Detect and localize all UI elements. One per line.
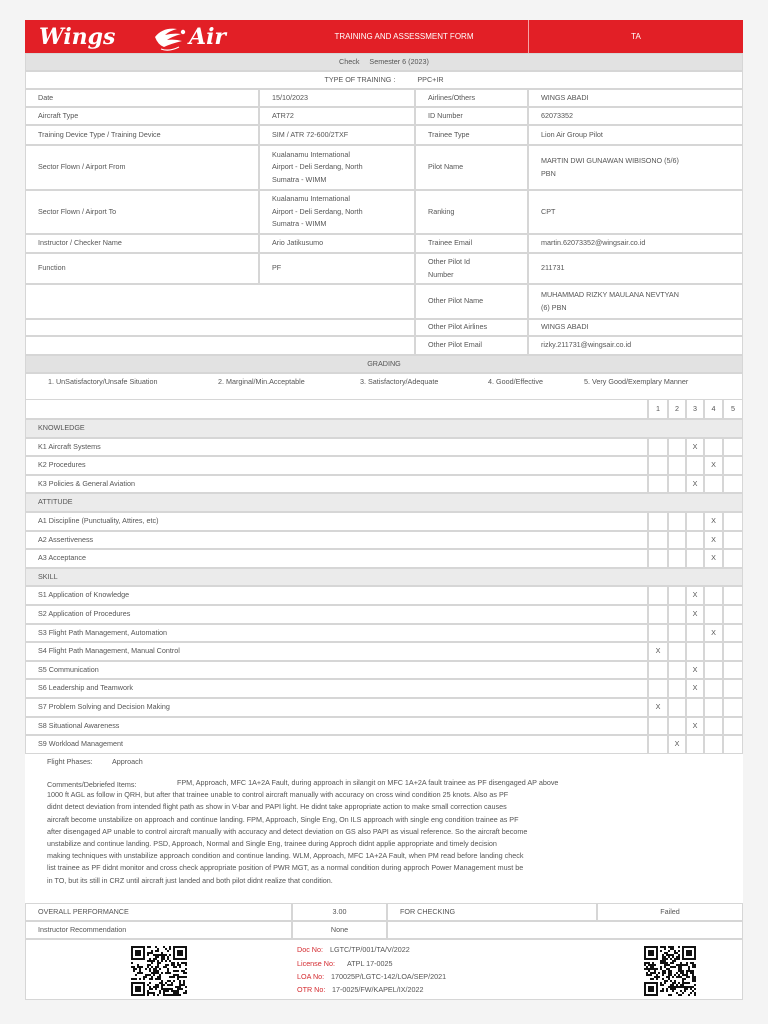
grade-cell (723, 661, 743, 680)
grade-mark: X (692, 478, 698, 488)
grade-cell (686, 531, 704, 550)
grade-cell (648, 698, 668, 717)
grade-cell (723, 586, 743, 605)
trainee-email-value: martin.62073352@wingsair.co.id (528, 234, 743, 253)
blank-cell (25, 336, 415, 355)
grade-cell (723, 456, 743, 475)
form-title: TRAINING AND ASSESSMENT FORM (334, 32, 474, 41)
grade-mark: X (711, 516, 716, 526)
function-label: Function (25, 253, 259, 284)
grade-cell (668, 475, 686, 494)
comments-body (47, 777, 558, 887)
grade-cell (668, 438, 686, 457)
grade-cell (704, 586, 723, 605)
criterion-label: S7 Problem Solving and Decision Making (25, 698, 648, 717)
other-name-value (528, 284, 743, 319)
grade-cell (686, 735, 704, 754)
comment-line: in TO, but its still in CRZ until aircraft just landed and both pilot didnt realize that condition. (47, 875, 333, 885)
section-header: KNOWLEDGE (25, 419, 743, 438)
instructor-label: Instructor / Checker Name (25, 234, 259, 253)
grade-cell (668, 586, 686, 605)
legend-item: 3. Satisfactory/Adequate (360, 377, 439, 386)
grade-cell (668, 624, 686, 643)
criterion-label: K3 Policies & General Aviation (25, 475, 648, 494)
grade-cell (723, 605, 743, 624)
grade-cell (668, 735, 686, 754)
criterion-label: S1 Application of Knowledge (25, 586, 648, 605)
grade-cell (723, 438, 743, 457)
overall-result: Failed (597, 903, 743, 921)
other-id-label-line: Other Pilot Id (428, 257, 470, 266)
grade-cell (704, 698, 723, 717)
grade-mark: X (692, 441, 698, 451)
legend-item: 1. UnSatisfactory/Unsafe Situation (48, 377, 158, 386)
function-value: PF (259, 253, 415, 284)
criterion-label: S5 Communication (25, 661, 648, 680)
criterion-label: A2 Assertiveness (25, 531, 648, 550)
from-value (259, 145, 415, 190)
grade-cell (668, 549, 686, 568)
airline-value: WINGS ABADI (528, 89, 743, 107)
aircraft-value: ATR72 (259, 107, 415, 125)
device-value: SIM / ATR 72-600/2TXF (259, 125, 415, 145)
comment-line: aircraft become unstabilize on approach and continue landing. FPM, Approach, Single Eng, On ILS approach with single eng condition trainee as PF (47, 814, 519, 824)
other-email-label: Other Pilot Email (415, 336, 528, 355)
to-label: Sector Flown / Airport To (25, 190, 259, 234)
grade-cell (723, 717, 743, 736)
grade-mark: X (711, 627, 716, 637)
grade-cell (704, 642, 723, 661)
other-email-value: rizky.211731@wingsair.co.id (528, 336, 743, 355)
grade-cell (668, 456, 686, 475)
grade-mark: X (692, 590, 698, 600)
grade-cell (723, 735, 743, 754)
grade-cell (704, 624, 723, 643)
comment-line: after disengaged AP unable to control aircraft manually with accuracy and detect deviation on GS also PAPI as visual reference. So the aircraft become (47, 826, 528, 836)
comment-line: unstabilize and continue landing. PSD, Approach, Normal and Single Eng, trainee during Approch didnt applie appropriate and timely decision (47, 839, 497, 849)
grade-cell (686, 642, 704, 661)
grade-column-header: 4 (704, 399, 723, 419)
grade-cell (648, 735, 668, 754)
grade-mark: X (692, 720, 698, 730)
grade-cell (723, 549, 743, 568)
grade-cell (686, 438, 704, 457)
date-label: Date (25, 89, 259, 107)
section-header: ATTITUDE (25, 493, 743, 512)
grade-column-header: 2 (668, 399, 686, 419)
criterion-label: A3 Acceptance (25, 549, 648, 568)
from-line: Kualanamu International (272, 149, 350, 159)
grade-cell (704, 549, 723, 568)
check-row (25, 53, 743, 71)
grade-header-blank (25, 399, 648, 419)
grade-cell (723, 512, 743, 531)
grade-cell (648, 605, 668, 624)
recommendation-value: None (292, 921, 387, 939)
criterion-label: K2 Procedures (25, 456, 648, 475)
grade-cell (704, 456, 723, 475)
grade-mark: X (711, 534, 716, 544)
grade-cell (704, 438, 723, 457)
criterion-label: S9 Workload Management (25, 735, 648, 754)
pilot-name-label: Pilot Name (415, 145, 528, 190)
grade-cell (648, 624, 668, 643)
grade-column-header: 3 (686, 399, 704, 419)
pilot-name-value (528, 145, 743, 190)
recommendation-label: Instructor Recommendation (25, 921, 292, 939)
section-header: SKILL (25, 568, 743, 587)
grade-cell (686, 717, 704, 736)
flight-phases-value: Approach (112, 757, 143, 766)
grade-cell (686, 549, 704, 568)
grade-cell (704, 512, 723, 531)
pilot-name-line: MARTIN DWI GUNAWAN WIBISONO (5/6) (541, 156, 679, 165)
grading-title: GRADING (25, 355, 743, 373)
comment-line: list trainee as PF didnt monitor and cross check appropriate position of PWR MGT, as a normal condition during approch Power Management must be (47, 863, 524, 873)
grade-cell (668, 661, 686, 680)
grade-cell (686, 679, 704, 698)
criterion-label: S4 Flight Path Management, Manual Control (25, 642, 648, 661)
grade-cell (723, 642, 743, 661)
training-type-value: PPC+IR (417, 74, 444, 84)
trainee-type-label: Trainee Type (415, 125, 528, 145)
grade-cell (648, 438, 668, 457)
grade-cell (648, 661, 668, 680)
grade-cell (648, 475, 668, 494)
grade-cell (723, 679, 743, 698)
grade-cell (648, 642, 668, 661)
grade-mark: X (692, 683, 698, 693)
grade-cell (648, 679, 668, 698)
instructor-value: Ario Jatikusumo (259, 234, 415, 253)
grade-cell (704, 531, 723, 550)
other-id-value: 211731 (528, 253, 743, 284)
criterion-label: S2 Application of Procedures (25, 605, 648, 624)
grade-cell (723, 624, 743, 643)
doc-no-value: LGTC/TP/001/TA/V/2022 (330, 945, 410, 954)
blank-cell (25, 284, 415, 319)
id-label: ID Number (415, 107, 528, 125)
from-line: Sumatra - WIMM (272, 174, 327, 184)
doc-no-label: Doc No: (297, 945, 323, 954)
device-label: Training Device Type / Training Device (25, 125, 259, 145)
blank-cell (25, 319, 415, 336)
grade-cell (686, 661, 704, 680)
assessment-form (25, 20, 743, 1000)
grade-cell (668, 679, 686, 698)
criterion-label: A1 Discipline (Punctuality, Attires, etc) (25, 512, 648, 531)
grade-cell (668, 717, 686, 736)
license-no-label: License No: (297, 959, 335, 968)
qr-code (644, 946, 696, 996)
qr-code (131, 946, 187, 996)
legend-item: 4. Good/Effective (488, 377, 544, 386)
otr-no-label: OTR No: (297, 985, 326, 994)
grade-cell (668, 531, 686, 550)
grade-cell (668, 605, 686, 624)
other-id-label-line: Number (428, 269, 454, 279)
grade-column-header: 1 (648, 399, 668, 419)
other-name-line: MUHAMMAD RIZKY MAULANA NEVTYAN (541, 290, 679, 299)
svg-text:Wings: Wings (39, 24, 116, 50)
grade-cell (648, 586, 668, 605)
criterion-label: S3 Flight Path Management, Automation (25, 624, 648, 643)
grade-cell (686, 605, 704, 624)
license-no-value: ATPL 17-0025 (347, 959, 393, 968)
grade-cell (704, 661, 723, 680)
comment-line: 1000 ft AGL as follow in QRH, but after that trainee unable to control aircraft manually with accuracy on cross wind condition 25 knots. Also as PF (47, 790, 509, 800)
to-line: Airport - Deli Serdang, North (272, 206, 363, 216)
to-value (259, 190, 415, 234)
aircraft-label: Aircraft Type (25, 107, 259, 125)
otr-no-value: 17-0025/FW/KAPEL/IX/2022 (332, 985, 424, 994)
grade-cell (704, 735, 723, 754)
grade-cell (686, 456, 704, 475)
criterion-label: S6 Leadership and Teamwork (25, 679, 648, 698)
legend-item: 2. Marginal/Min.Acceptable (218, 377, 305, 386)
grade-column-header: 5 (723, 399, 743, 419)
form-header (25, 20, 743, 53)
grade-cell (704, 605, 723, 624)
grade-cell (648, 531, 668, 550)
overall-score: 3.00 (292, 903, 387, 921)
to-line: Sumatra - WIMM (272, 219, 327, 229)
check-value: Semester 6 (2023) (369, 56, 429, 66)
grade-cell (686, 512, 704, 531)
id-value: 62073352 (528, 107, 743, 125)
grade-cell (648, 549, 668, 568)
pilot-name-line: PBN (541, 168, 556, 178)
other-airline-label: Other Pilot Airlines (415, 319, 528, 336)
grade-cell (648, 512, 668, 531)
grade-mark: X (692, 664, 698, 674)
criterion-label: K1 Aircraft Systems (25, 438, 648, 457)
criterion-label: S8 Situational Awareness (25, 717, 648, 736)
grade-cell (723, 531, 743, 550)
grade-cell (704, 717, 723, 736)
grade-mark: X (655, 646, 661, 656)
form-code: TA (631, 32, 641, 41)
grade-cell (686, 698, 704, 717)
date-value: 15/10/2023 (259, 89, 415, 107)
overall-label: OVERALL PERFORMANCE (25, 903, 292, 921)
grade-cell (686, 475, 704, 494)
grade-cell (668, 642, 686, 661)
from-label: Sector Flown / Airport From (25, 145, 259, 190)
ranking-label: Ranking (415, 190, 528, 234)
check-label: Check (339, 56, 360, 66)
for-checking-label: FOR CHECKING (387, 903, 597, 921)
blank-cell (387, 921, 743, 939)
other-airline-value: WINGS ABADI (528, 319, 743, 336)
other-name-line: (6) PBN (541, 302, 567, 312)
grade-cell (686, 586, 704, 605)
grade-mark: X (674, 739, 680, 749)
grade-cell (648, 717, 668, 736)
grade-cell (723, 475, 743, 494)
loa-no-value: 170025P/LGTC-142/LOA/SEP/2021 (331, 972, 447, 981)
grade-mark: X (711, 460, 716, 470)
ranking-value: CPT (528, 190, 743, 234)
other-id-label (415, 253, 528, 284)
legend-item: 5. Very Good/Exemplary Manner (584, 377, 689, 386)
to-line: Kualanamu International (272, 194, 350, 204)
grade-cell (704, 475, 723, 494)
training-type-label: TYPE OF TRAINING : (324, 74, 396, 84)
grade-cell (723, 698, 743, 717)
airline-label: Airlines/Others (415, 89, 528, 107)
trainee-type-value: Lion Air Group Pilot (528, 125, 743, 145)
grade-mark: X (711, 553, 716, 563)
comment-line: didnt detect deviation from intended flight path as show in V-bar and PAPI light. He didnt take appropriate action to make small correction causes (47, 802, 507, 812)
grade-mark: X (692, 609, 698, 619)
loa-no-label: LOA No: (297, 972, 325, 981)
flight-phases-label: Flight Phases: (47, 757, 93, 766)
from-line: Airport - Deli Serdang, North (272, 162, 363, 172)
wings-air-logo (37, 22, 267, 51)
grade-cell (648, 456, 668, 475)
other-name-label: Other Pilot Name (415, 284, 528, 319)
comments-label: Comments/Debriefed Items: (47, 780, 137, 789)
svg-text:Air: Air (189, 24, 227, 50)
grade-cell (668, 698, 686, 717)
grade-cell (704, 679, 723, 698)
grade-cell (668, 512, 686, 531)
training-type-row (25, 71, 743, 89)
trainee-email-label: Trainee Email (415, 234, 528, 253)
grade-cell (686, 624, 704, 643)
comment-line: making techniques with unstabilize approach condition and continue landing. WLM, Approach, MFC 1A+2A Fault, when PM read before landing check (47, 851, 524, 861)
grade-mark: X (655, 702, 661, 712)
comment-line: FPM, Approach, MFC 1A+2A Fault, during approach in silangit on MFC 1A+2A fault trainee as PF disengaged AP above (177, 778, 559, 787)
